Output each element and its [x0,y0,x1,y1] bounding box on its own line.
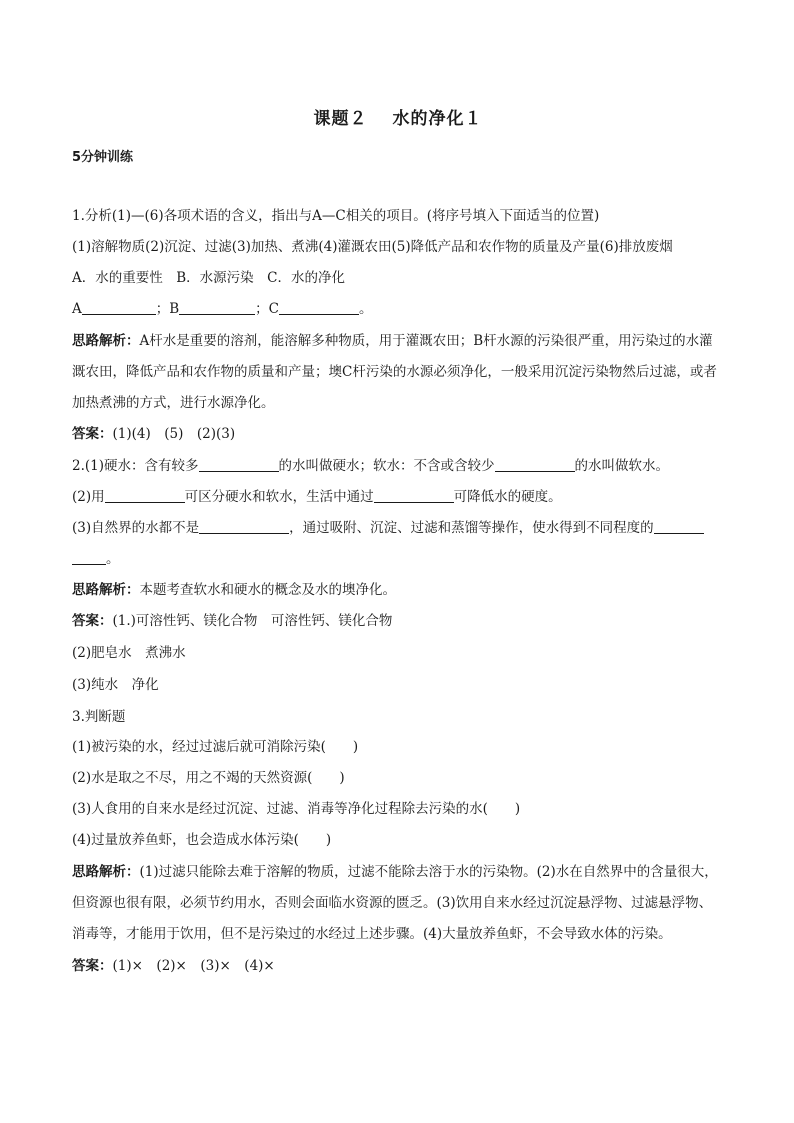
q2-blank-3 [105,488,185,503]
q2-line3 [72,518,704,538]
q3-statement-4: (4)过量放养鱼虾，也会造成水体污染( ) [72,832,332,848]
q1-fill-a-label: A [72,301,82,317]
page-title: 课题２ 水的净化１ [313,109,483,129]
q2-blank-5 [199,519,289,534]
q2-line1-a: 2.(1)硬水：含有较多 [72,458,199,474]
q3-analysis-label: 思路解析： [72,864,140,880]
q3-stem: 3.判断题 [72,709,126,725]
q2-line3-cont [72,549,120,569]
q2-blank-4 [374,488,454,503]
q2-blank-6 [654,519,704,534]
q1-analysis-text: A杆水是重要的溶剂，能溶解多种物质，用于灌溉农田；B杆水源的污染很严重，用污染过的水灌溉农田，降低产品和农作物的质量和产量；墺C杆污染的水源必须净化，一般采用沉淀污染物然后过滤，或者加热煮沸的方式，进行水源净化。 [72,333,717,411]
q2-line2-b: 可区分硬水和软水，生活中通过 [184,489,374,505]
q2-blank-1 [199,457,279,472]
q2-answer-label: 答案： [72,613,113,629]
q2-blank-6-cont [72,550,106,565]
q2-answer-3: (3)纯水 净化 [72,677,159,693]
q2-analysis-text: 本题考查软水和硬水的概念及水的墺净化。 [139,582,396,598]
q2-analysis [72,580,396,600]
q1-items: (1)溶解物质(2)沉淀、过滤(3)加热、煮沸(4)灌溉农田(5)降低产品和农作物的质量及产量(6)排放废烟 [72,239,673,255]
q2-line2 [72,487,562,507]
q2-analysis-label: 思路解析： [72,582,140,598]
q1-options: A．水的重要性 B．水源污染 C．水的净化 [72,270,345,286]
q3-statement-2: (2)水是取之不尽，用之不竭的天然资源( ) [72,770,345,786]
q1-blank-a [82,300,156,315]
q1-blank-b [179,300,255,315]
q3-statement-3: (3)人食用的自来水是经过沉淀、过滤、消毒等净化过程除去污染的水( ) [72,801,521,817]
q2-line3-end: 。 [106,551,120,567]
q2-line1-b: 的水叫做硬水；软水：不含或含较少 [278,458,495,474]
q1-analysis-label: 思路解析： [72,333,140,349]
q3-answer [72,956,275,976]
q3-analysis [72,857,724,950]
q1-answer-text: (1)(4) (5) (2)(3) [112,426,236,442]
q2-answer-1 [72,611,392,631]
q2-line3-a: (3)自然界的水都不是 [72,520,200,536]
q3-statement-1: (1)被污染的水，经过过滤后就可消除污染( ) [72,739,359,755]
q2-answer-1-text: (1.)可溶性钙、镁化合物 可溶性钙、镁化合物 [112,613,393,629]
q1-fill-end: 。 [359,301,373,317]
q2-line2-a: (2)用 [72,489,105,505]
q1-blank-c [279,300,359,315]
q1-fill-line [72,299,373,319]
q2-answer-2: (2)肥皂水 煮沸水 [72,645,186,661]
q3-answer-text: (1)× (2)× (3)× (4)× [112,958,275,974]
q2-line3-b: ，通过吸附、沉淀、过滤和蒸馏等操作，使水得到不同程度的 [289,520,654,536]
q1-answer-label: 答案： [72,426,113,442]
q1-answer [72,424,235,444]
q2-blank-2 [495,457,575,472]
q1-fill-b-label: ；B [155,301,180,317]
q2-line1 [72,456,669,476]
q1-stem: 1.分析(1)—(6)各项术语的含义，指出与A—C相关的项目。(将序号填入下面适当的位置) [72,208,600,224]
q3-answer-label: 答案： [72,958,113,974]
q1-analysis [72,326,724,419]
q2-line1-c: 的水叫做软水。 [574,458,670,474]
q3-analysis-text: (1)过滤只能除去难于溶解的物质，过滤不能除去溶于水的污染物。(2)水在自然界中的含量很大，但资源也很有限，必须节约用水，否则会面临水资源的匮乏。(3)饮用自来水经过沉淀悬浮物、过滤悬浮物、消毒等，才能用于饮用，但不是污染过的水经过上述步骤。(4)大量放养鱼虾，不会导致水体的污染。 [72,864,718,942]
q1-fill-c-label: ；C [255,301,280,317]
q2-line2-c: 可降低水的硬度。 [453,489,562,505]
section-heading: 5分钟训练 [72,150,134,165]
